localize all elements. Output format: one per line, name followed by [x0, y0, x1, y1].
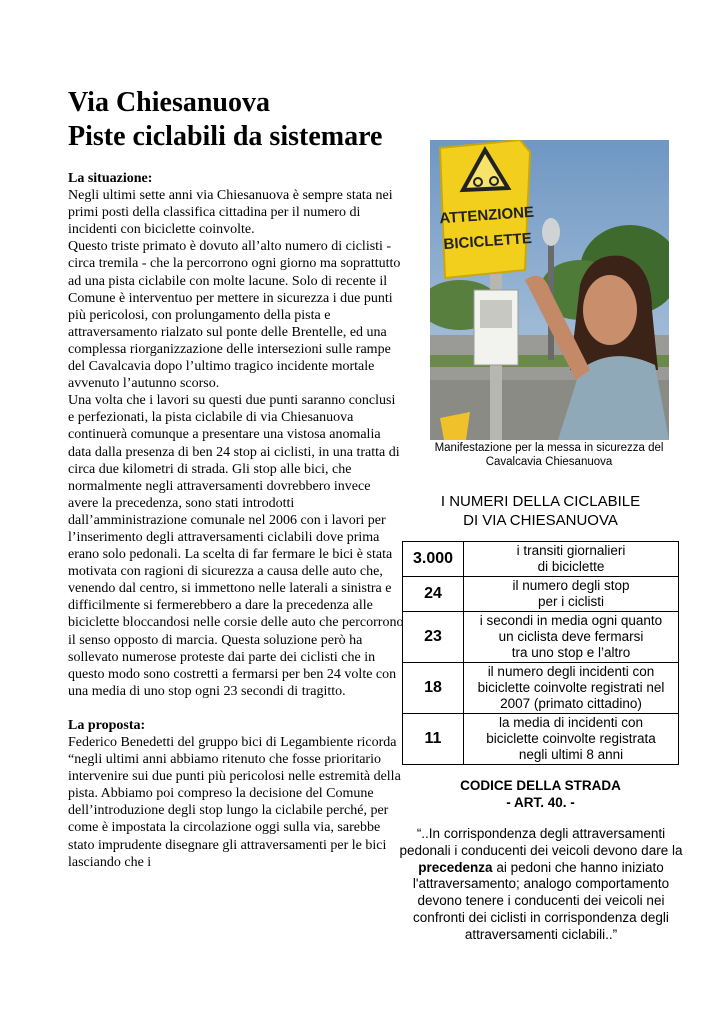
- stat-line: i transiti giornalieri: [516, 543, 626, 558]
- stat-line: biciclette coinvolte registrata: [486, 731, 656, 746]
- stat-value: 24: [403, 577, 464, 612]
- stat-line: la media di incidenti con: [498, 715, 644, 730]
- stat-line: i secondi in media ogni quanto: [479, 613, 663, 628]
- quote-text-start: “..In corrispondenza degli attraversamenti pedonali i conducenti dei veicoli devono dare la: [399, 826, 683, 858]
- codice-title-line-1: CODICE DELLA STRADA: [460, 778, 621, 793]
- stat-line: 2007 (primato cittadino): [500, 696, 642, 711]
- stat-value: 11: [403, 714, 464, 765]
- situazione-paragraph-2: Questo triste primato è dovuto all’alto numero di ciclisti - circa tremila - che la percorrono ogni giorno ma soprattutto ad una pista ciclabile con molte lacune. Solo di recente il Comune è interventuo per mettere in sicurezza i due punti più pericolosi, con prolungamento della pista e attraversamento rialzato sul ponte delle Brentelle, ed una complessa riorganizzazione delle intersezioni sulle rampe del Cavalcavia dopo l’ultimo tragico incidente mortale avvenuto l’autunno scorso.: [68, 239, 401, 392]
- codice-title-line-2: - ART. 40. -: [506, 795, 575, 810]
- numbers-table: [402, 541, 679, 765]
- proposta-paragraph-1: Federico Benedetti del gruppo bici di Legambiente ricorda “negli ultimi anni abbiamo ritenuto che fosse prioritario intervenire sui due punti più pericolosi nelle estremità della pista. Abbiamo poi compreso la decisione del Comune dell’introduzione degli stop lungo la ciclabile perché, per come è impostata la circolazione oggi sulla via, sarebbe stato imprudente disegnare gli attraversamenti per le bici lasciando che i: [68, 735, 401, 870]
- sign-text-2: BICICLETTE: [443, 229, 533, 254]
- stat-value: 23: [403, 612, 464, 663]
- stat-description: [464, 577, 679, 612]
- situazione-paragraph-3: Una volta che i lavori su questi due punti saranno conclusi e perfezionati, la pista ciclabile di via Chiesanuova continuerà comunque a presentare una vistosa anomalia data dalla presenza di ben 24 stop ai ciclisti, in una tratta di circa due kilometri di strada. Gli stop alle bici, che normalmente negli attraversamenti dovrebbero invece avere la precedenza, sono stati introdotti dall’amministrazione comunale nel 2006 con i lavori per l’inserimento degli attraversamenti ciclabili dove prima erano solo pedonali. La scelta di far fermare le bici è stata motivata con ragioni di sicurezza a causa delle auto che, venendo dal centro, si immettono nelle laterali a sinistra e difficilmente si fermerebbero a dare la precedenza alle biciclette bloccandosi nelle corsie delle auto che percorrono il senso opposto di marcia. Questa soluzione però ha sollevato numerose proteste dai parte dei ciclisti che in questo modo sono costretti a fermarsi per ben 24 volte con una media di uno stop ogni 23 secondi di tragitto.: [68, 393, 404, 699]
- stat-line: negli ultimi 8 anni: [518, 747, 624, 762]
- article-body: [68, 170, 404, 871]
- situazione-heading: La situazione:: [68, 171, 153, 186]
- quote-text-end: ai pedoni che hanno iniziato l'attraversamento; analogo comportamento devono tenere i conducenti dei veicoli nei confronti dei ciclisti in corrispondenza degli attraversamenti ciclabili..”: [412, 859, 670, 942]
- proposta-heading: La proposta:: [68, 717, 146, 733]
- stat-description: [464, 714, 679, 765]
- table-row: [403, 577, 679, 612]
- title-line-1: Via Chiesanuova: [68, 87, 271, 118]
- stat-line: il numero degli incidenti con: [487, 664, 655, 679]
- stat-line: biciclette coinvolte registrati nel: [477, 680, 665, 695]
- numbers-title-line-2: DI VIA CHIESANUOVA: [463, 512, 618, 529]
- codice-title: [402, 777, 679, 811]
- stat-description: [464, 612, 679, 663]
- table-row: [403, 714, 679, 765]
- photo-caption: Manifestazione per la messa in sicurezza del Cavalcavia Chiesanuova: [434, 442, 664, 468]
- stat-line: un ciclista deve fermarsi: [498, 629, 644, 644]
- stat-value: 18: [403, 663, 464, 714]
- situazione-paragraph-1: Negli ultimi sette anni via Chiesanuova è sempre stata nei primi posti della classifica cittadina per il numero di incidenti con biciclette coinvolte.: [68, 188, 393, 238]
- numbers-title-line-1: I NUMERI DELLA CICLABILE: [440, 493, 641, 510]
- title-line-2: Piste ciclabili da sistemare: [68, 121, 383, 152]
- numbers-title: [402, 492, 679, 530]
- table-row: [403, 663, 679, 714]
- article-title: [68, 86, 428, 154]
- stat-line: tra uno stop e l’altro: [511, 645, 631, 660]
- stat-line: il numero degli stop: [512, 578, 630, 593]
- stat-line: di biciclette: [537, 559, 605, 574]
- stat-description: [464, 542, 679, 577]
- stat-value: 3.000: [403, 542, 464, 577]
- stat-description: [464, 663, 679, 714]
- stat-line: per i ciclisti: [537, 594, 604, 609]
- codice-quote: [396, 826, 686, 944]
- protest-photo: [430, 140, 669, 440]
- sign-text-1: ATTENZIONE: [438, 203, 535, 228]
- table-row: [403, 542, 679, 577]
- table-row: [403, 612, 679, 663]
- quote-bold-word: precedenza: [418, 859, 493, 875]
